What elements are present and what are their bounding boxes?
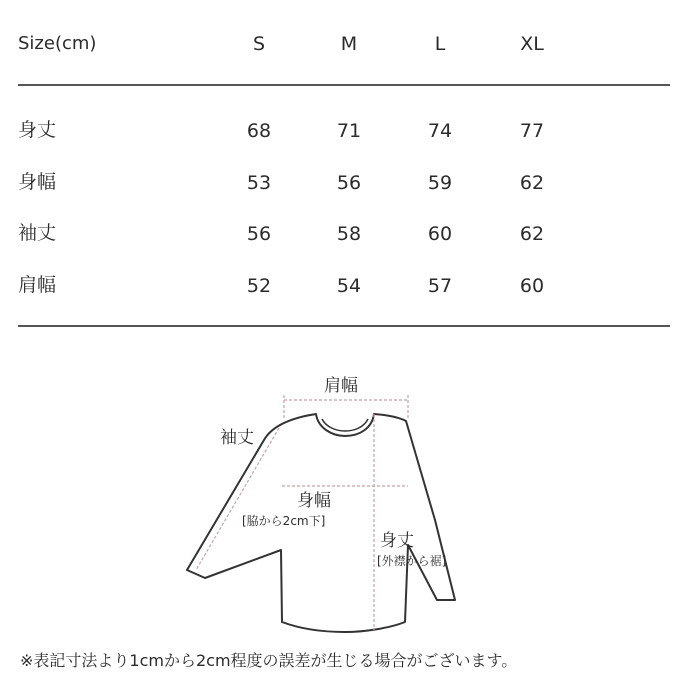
- size-header-m: M: [340, 33, 358, 55]
- row-label-length: 身丈: [18, 119, 57, 141]
- diagram-label-shoulder: 肩幅: [324, 376, 358, 396]
- diagram-label-length: 身丈: [380, 531, 414, 551]
- table-cell: 60: [519, 275, 545, 297]
- table-cell: 62: [519, 223, 545, 245]
- table-cell: 77: [519, 120, 545, 142]
- diagram-label-sleeve: 袖丈: [220, 428, 254, 448]
- table-cell: 56: [246, 223, 272, 245]
- diagram-note-width: [脇から2cm下]: [242, 514, 326, 528]
- table-cell: 52: [246, 275, 272, 297]
- diagram-label-width: 身幅: [297, 491, 331, 511]
- size-header-xl: XL: [520, 33, 544, 55]
- sleeve-measure-line: [196, 428, 279, 570]
- table-cell: 59: [427, 172, 453, 194]
- table-cell: 58: [336, 223, 362, 245]
- row-label-sleeve: 袖丈: [18, 222, 57, 244]
- size-header-s: S: [252, 33, 266, 55]
- collar-inner: [322, 419, 368, 431]
- table-cell: 60: [427, 223, 453, 245]
- table-cell: 71: [336, 120, 362, 142]
- table-cell: 68: [246, 120, 272, 142]
- row-label-shoulder: 肩幅: [18, 274, 57, 296]
- row-label-width: 身幅: [18, 171, 57, 193]
- table-cell: 62: [519, 172, 545, 194]
- disclaimer-note: ※表記寸法より1cmから2cm程度の誤差が生じる場合がございます。: [20, 651, 518, 670]
- table-cell: 54: [336, 275, 362, 297]
- table-cell: 53: [246, 172, 272, 194]
- diagram-note-length: [外襟から裾]: [377, 554, 447, 568]
- size-header-l: L: [434, 33, 446, 55]
- table-cell: 56: [336, 172, 362, 194]
- table-cell: 74: [427, 120, 453, 142]
- table-header-label: Size(cm): [18, 33, 97, 54]
- table-cell: 57: [427, 275, 453, 297]
